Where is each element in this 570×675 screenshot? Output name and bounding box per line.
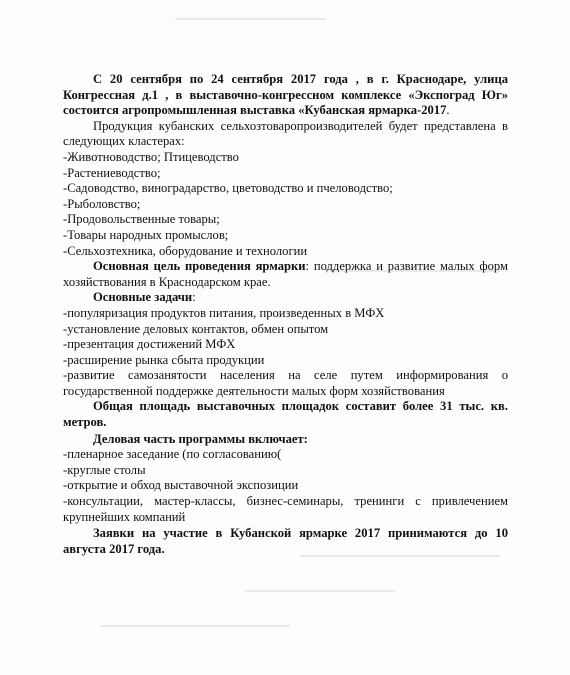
scan-artifact [100,625,290,627]
tasks-list [63,306,508,400]
task-item: -развитие самозанятости населения на селе путем информирования о государственной поддержке деятельности малых форм хозяйствования [63,368,508,398]
intro-text: С 20 сентября по 24 сентября 2017 года , в г. Краснодаре, улица Конгрессная д.1 , в выставочно-конгрессном комплексе «Экспоград Юг» состоится агропромышленная выставка «Кубанская ярмарка-2017 [63,72,508,118]
business-item: -круглые столы [63,462,146,477]
cluster-item: -Животноводство; Птицеводство [63,149,239,164]
deadline-paragraph: Заявки на участие в Кубанской ярмарке 2017 принимаются до 10 августа 2017 года. [63,526,508,556]
scan-artifact [175,18,325,20]
tasks-heading [63,290,508,306]
goal-text: : поддержка и развитие малых форм хозяйствования в Краснодарском крае. [63,259,508,289]
business-item: -консультации, мастер-классы, бизнес-семинары, тренинги с привлечением крупнейших компаний [63,494,508,524]
intro-tail: . [446,103,450,118]
business-item: -пленарное заседание (по согласованию( [63,447,282,462]
scan-artifact [245,590,395,592]
intro-paragraph [63,72,508,119]
business-list [63,447,508,525]
goal-paragraph [63,259,508,290]
tasks-colon: : [192,290,196,305]
task-item: -расширение рынка сбыта продукции [63,352,265,367]
clusters-list [63,150,508,259]
business-heading: Деловая часть программы включает: [93,431,308,446]
task-item: -установление деловых контактов, обмен опытом [63,321,329,336]
cluster-item: -Рыболовство; [63,196,141,211]
cluster-item: -Садоводство, виноградарство, цветоводство и пчеловодство; [63,181,393,196]
cluster-item: -Сельхозтехника, оборудование и технологии [63,243,308,258]
products-intro: Продукция кубанских сельхозтоваропроизводителей будет представлена в следующих кластерах: [63,118,508,149]
document-body [63,72,508,557]
tasks-title: Основные задачи [93,290,193,305]
task-item: -презентация достижений МФХ [63,337,236,352]
business-item: -открытие и обход выставочной экспозиции [63,478,299,493]
cluster-item: -Товары народных промыслов; [63,227,229,242]
task-item: -популяризация продуктов питания, произведенных в МФХ [63,305,385,320]
goal-label: Основная цель проведения ярмарки [93,259,306,274]
cluster-item: -Продовольственные товары; [63,212,220,227]
area-paragraph: Общая площадь выставочных площадок составит более 31 тыс. кв. метров. [63,399,508,430]
cluster-item: -Растениеводство; [63,165,161,180]
